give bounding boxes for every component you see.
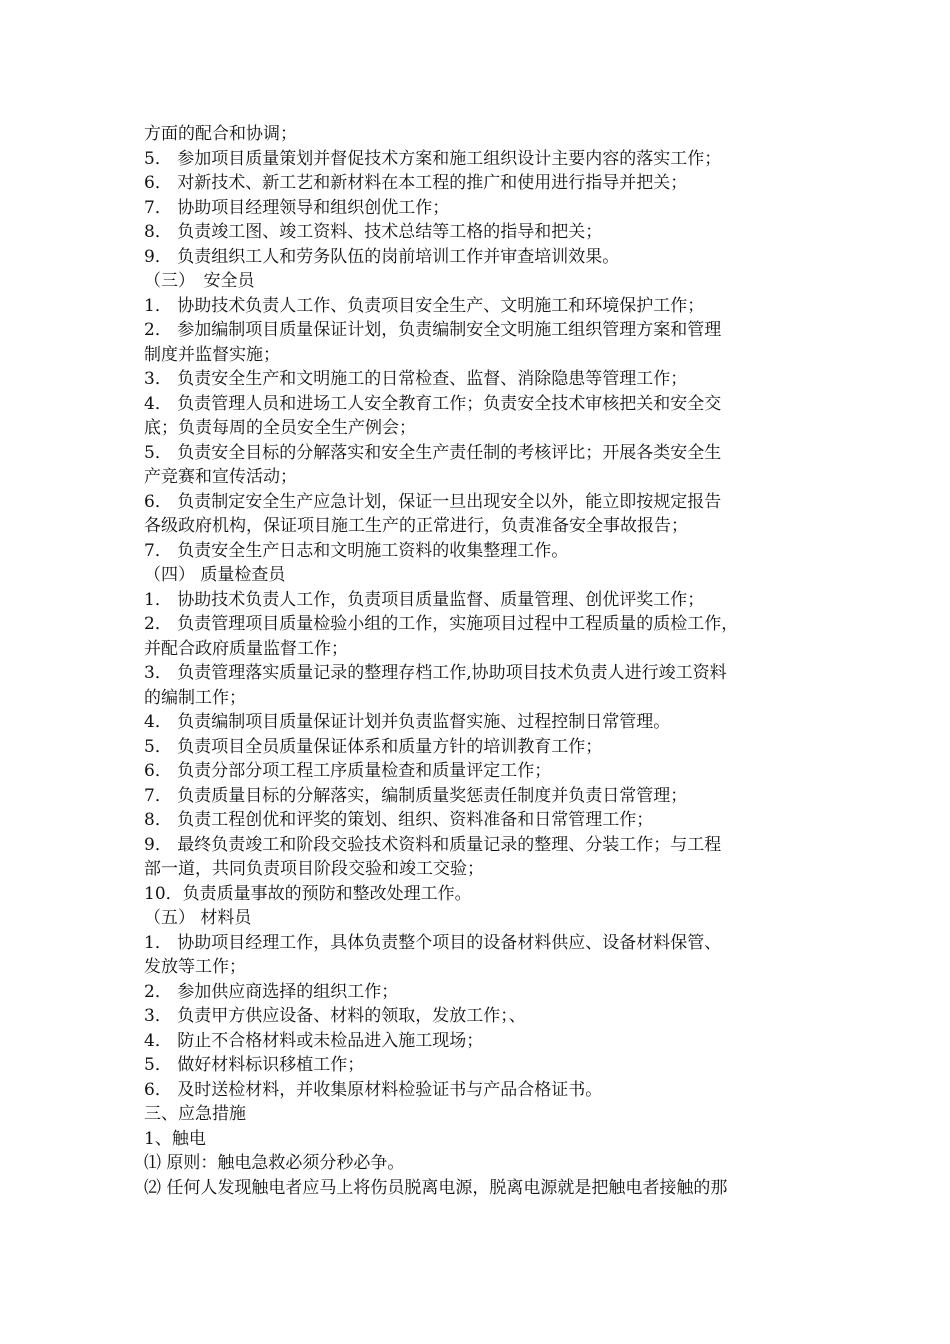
text-line: 1． 协助技术负责人工作、负责项目安全生产、文明施工和环境保护工作；	[144, 295, 705, 316]
section-heading: （五） 材料员	[144, 908, 252, 928]
text-line: 5． 负责项目全员质量保证体系和质量方针的培训教育工作；	[144, 736, 603, 757]
text-line: 6． 负责分部分项工程工序质量检查和质量评定工作；	[144, 761, 552, 781]
text-line: 2． 参加供应商选择的组织工作；	[144, 981, 399, 1002]
text-line: 4． 负责管理人员和进场工人安全教育工作；负责安全技术审核把关和安全交	[144, 393, 722, 414]
text-line: 并配合政府质量监督工作；	[144, 638, 348, 659]
text-line: 4． 负责编制项目质量保证计划并负责监督实施、过程控制日常管理。	[144, 712, 671, 732]
text-line: 5． 负责安全目标的分解落实和安全生产责任制的考核评比；开展各类安全生	[144, 442, 722, 463]
section-heading: 三、应急措施	[144, 1104, 246, 1124]
text-line: 9． 负责组织工人和劳务队伍的岗前培训工作并审查培训效果。	[144, 246, 620, 267]
subsection-heading: 1、触电	[144, 1128, 206, 1149]
text-line: 产竞赛和宣传活动；	[144, 467, 297, 487]
section-heading: （四） 质量检查员	[144, 565, 286, 585]
text-line: 2． 参加编制项目质量保证计划，负责编制安全文明施工组织管理方案和管理	[144, 320, 722, 340]
text-line: ⑴ 原则：触电急救必须分秒必争。	[144, 1153, 405, 1173]
text-line: 6． 对新技术、新工艺和新材料在本工程的推广和使用进行指导并把关；	[144, 173, 688, 193]
text-line: 4． 防止不合格材料或未检品进入施工现场；	[144, 1030, 484, 1051]
text-line: 10．负责质量事故的预防和整改处理工作。	[144, 883, 472, 904]
text-line: 5． 做好材料标识移植工作；	[144, 1055, 365, 1075]
text-line: 3． 负责甲方供应设备、材料的领取，发放工作；、	[144, 1006, 526, 1026]
document-body	[144, 122, 824, 1200]
text-line: 7． 负责安全生产日志和文明施工资料的收集整理工作。	[144, 540, 569, 561]
section-heading: （三） 安全员	[144, 271, 255, 291]
text-line: 的编制工作；	[144, 687, 246, 708]
text-line: 7． 负责质量目标的分解落实，编制质量奖惩责任制度并负责日常管理；	[144, 785, 688, 806]
text-line: 6． 负责制定安全生产应急计划，保证一旦出现安全以外，能立即按规定报告	[144, 491, 722, 512]
text-line: 8． 负责工程创优和评奖的策划、组织、资料准备和日常管理工作；	[144, 810, 654, 830]
text-line: ⑵ 任何人发现触电者应马上将伤员脱离电源，脱离电源就是把触电者接触的那	[144, 1177, 728, 1198]
text-line: 8． 负责竣工图、竣工资料、技术总结等工格的指导和把关；	[144, 222, 603, 242]
text-line: 9． 最终负责竣工和阶段交验技术资料和质量记录的整理、分装工作；与工程	[144, 834, 722, 855]
text-line: 3． 负责安全生产和文明施工的日常检查、监督、消除隐患等管理工作；	[144, 369, 688, 389]
text-line: 底；负责每周的全员安全生产例会；	[144, 418, 416, 438]
text-line: 1． 协助技术负责人工作，负责项目质量监督、质量管理、创优评奖工作；	[144, 589, 705, 610]
text-line: 5． 参加项目质量策划并督促技术方案和施工组织设计主要内容的落实工作；	[144, 148, 722, 169]
text-line: 方面的配合和协调；	[144, 124, 297, 144]
text-line: 3． 负责管理落实质量记录的整理存档工作,协助项目技术负责人进行竣工资料	[144, 663, 727, 683]
text-line: 7． 协助项目经理领导和组织创优工作；	[144, 197, 450, 218]
text-line: 部一道，共同负责项目阶段交验和竣工交验；	[144, 859, 484, 879]
text-line: 6． 及时送检材料，并收集原材料检验证书与产品合格证书。	[144, 1079, 603, 1100]
text-line: 1． 协助项目经理工作，具体负责整个项目的设备材料供应、设备材料保管、	[144, 932, 722, 953]
text-line: 制度并监督实施；	[144, 344, 280, 365]
text-line: 2． 负责管理项目质量检验小组的工作，实施项目过程中工程质量的质检工作，	[144, 614, 739, 634]
text-line: 发放等工作；	[144, 957, 246, 977]
text-line: 各级政府机构，保证项目施工生产的正常进行，负责准备安全事故报告；	[144, 516, 688, 536]
